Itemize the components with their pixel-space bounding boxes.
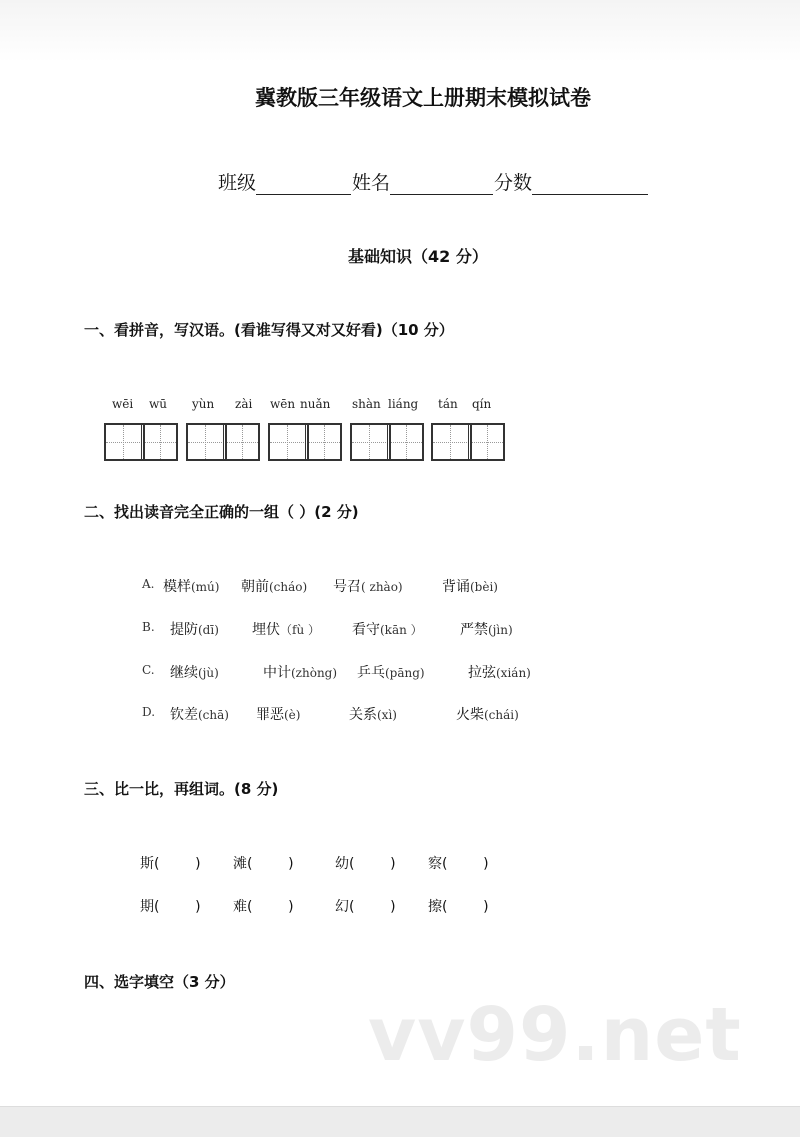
word: 埋伏 — [252, 622, 280, 638]
word: 拉弦 — [468, 665, 496, 681]
word: 模样 — [163, 579, 191, 595]
option-word — [170, 619, 219, 639]
option-letter: A. — [142, 577, 155, 591]
pinyin-label: wēn — [270, 397, 296, 411]
pinyin-label: qín — [472, 397, 492, 411]
option-letter: B. — [142, 620, 155, 634]
option-word — [263, 662, 337, 682]
pinyin: (kān ） — [380, 623, 423, 637]
word: 乒乓 — [357, 665, 385, 681]
writing-grid — [104, 423, 178, 461]
character: 擦 — [428, 899, 442, 915]
character: 滩 — [233, 856, 247, 872]
pinyin: ( zhào) — [361, 580, 403, 594]
pinyin: (cháo) — [269, 580, 308, 594]
option-word — [256, 704, 300, 724]
option-word — [456, 704, 519, 724]
score-label: 分数 — [494, 172, 533, 194]
option-word — [163, 576, 219, 596]
writing-grid — [186, 423, 260, 461]
pinyin: (bèi) — [470, 580, 498, 594]
pinyin-label: shàn — [352, 397, 381, 411]
option-word — [442, 576, 498, 596]
word: 钦差 — [170, 707, 198, 723]
option-word — [170, 704, 229, 724]
compare-char-item — [140, 896, 201, 916]
pinyin: (zhòng) — [291, 666, 338, 680]
compare-char-item — [335, 896, 396, 916]
word: 火柴 — [456, 707, 484, 723]
word: 继续 — [170, 665, 198, 681]
name-field — [352, 168, 493, 195]
writing-grid — [268, 423, 342, 461]
word: 背诵 — [442, 579, 470, 595]
answer-paren: ( ) — [442, 899, 489, 915]
character: 幼 — [335, 856, 349, 872]
score-blank — [532, 174, 648, 195]
character: 幻 — [335, 899, 349, 915]
compare-char-item — [233, 853, 294, 873]
character: 斯 — [140, 856, 154, 872]
word: 关系 — [349, 707, 377, 723]
writing-grid — [350, 423, 424, 461]
pinyin-label: tán — [438, 397, 458, 411]
pinyin: (chái) — [484, 708, 519, 722]
answer-paren: ( ) — [247, 899, 294, 915]
answer-paren: ( ) — [247, 856, 294, 872]
pinyin: (chā) — [198, 708, 229, 722]
option-word — [170, 662, 219, 682]
option-letter: C. — [142, 663, 155, 677]
score-field — [494, 168, 648, 195]
character: 期 — [140, 899, 154, 915]
pinyin: (è) — [284, 708, 301, 722]
section-1-title: 一、看拼音，写汉语。(看谁写得又对又好看)（10 分） — [84, 321, 454, 339]
option-word — [468, 662, 531, 682]
pinyin-label: wū — [149, 397, 167, 411]
page-bottom-edge — [0, 1106, 800, 1137]
option-word — [241, 576, 307, 596]
answer-paren: ( ) — [442, 856, 489, 872]
answer-paren: ( ) — [349, 856, 396, 872]
writing-grid — [431, 423, 505, 461]
option-word — [357, 662, 425, 682]
option-word — [460, 619, 513, 639]
pinyin: （fù ） — [280, 623, 320, 637]
word: 严禁 — [460, 622, 488, 638]
answer-paren: ( ) — [154, 899, 201, 915]
pinyin-label: nuǎn — [300, 397, 331, 411]
section-3-title: 三、比一比，再组词。(8 分) — [84, 780, 279, 798]
option-word — [252, 619, 320, 639]
document-title: 冀教版三年级语文上册期末模拟试卷 — [255, 86, 591, 110]
word: 号召 — [333, 579, 361, 595]
word: 提防 — [170, 622, 198, 638]
section-2-title: 二、找出读音完全正确的一组（ ）(2 分) — [84, 503, 359, 521]
section-4-title: 四、选字填空（3 分） — [84, 973, 235, 991]
word: 朝前 — [241, 579, 269, 595]
option-word — [349, 704, 397, 724]
answer-paren: ( ) — [154, 856, 201, 872]
word: 罪恶 — [256, 707, 284, 723]
compare-char-item — [335, 853, 396, 873]
compare-char-item — [428, 853, 489, 873]
pinyin: (xián) — [496, 666, 531, 680]
option-word — [333, 576, 403, 596]
answer-paren: ( ) — [349, 899, 396, 915]
pinyin-label: zài — [235, 397, 253, 411]
option-letter: D. — [142, 705, 156, 719]
class-field — [218, 168, 351, 195]
compare-char-item — [233, 896, 294, 916]
name-blank — [390, 174, 493, 195]
pinyin: (pāng) — [385, 666, 425, 680]
word: 看守 — [352, 622, 380, 638]
pinyin-label: yùn — [192, 397, 215, 411]
pinyin: (jù) — [198, 666, 219, 680]
class-label: 班级 — [218, 172, 257, 194]
watermark: vv99.net — [368, 992, 742, 1078]
compare-char-item — [140, 853, 201, 873]
pinyin-label: wēi — [112, 397, 134, 411]
pinyin: (jìn) — [488, 623, 513, 637]
compare-char-item — [428, 896, 489, 916]
pinyin-label: liáng — [388, 397, 419, 411]
pinyin: (dī) — [198, 623, 219, 637]
option-word — [352, 619, 423, 639]
part-title: 基础知识（42 分） — [348, 247, 488, 266]
word: 中计 — [263, 665, 291, 681]
name-label: 姓名 — [352, 172, 391, 194]
character: 察 — [428, 856, 442, 872]
pinyin: (mú) — [191, 580, 220, 594]
class-blank — [256, 174, 351, 195]
character: 难 — [233, 899, 247, 915]
pinyin: (xì) — [377, 708, 397, 722]
page-top-shadow — [0, 0, 800, 62]
